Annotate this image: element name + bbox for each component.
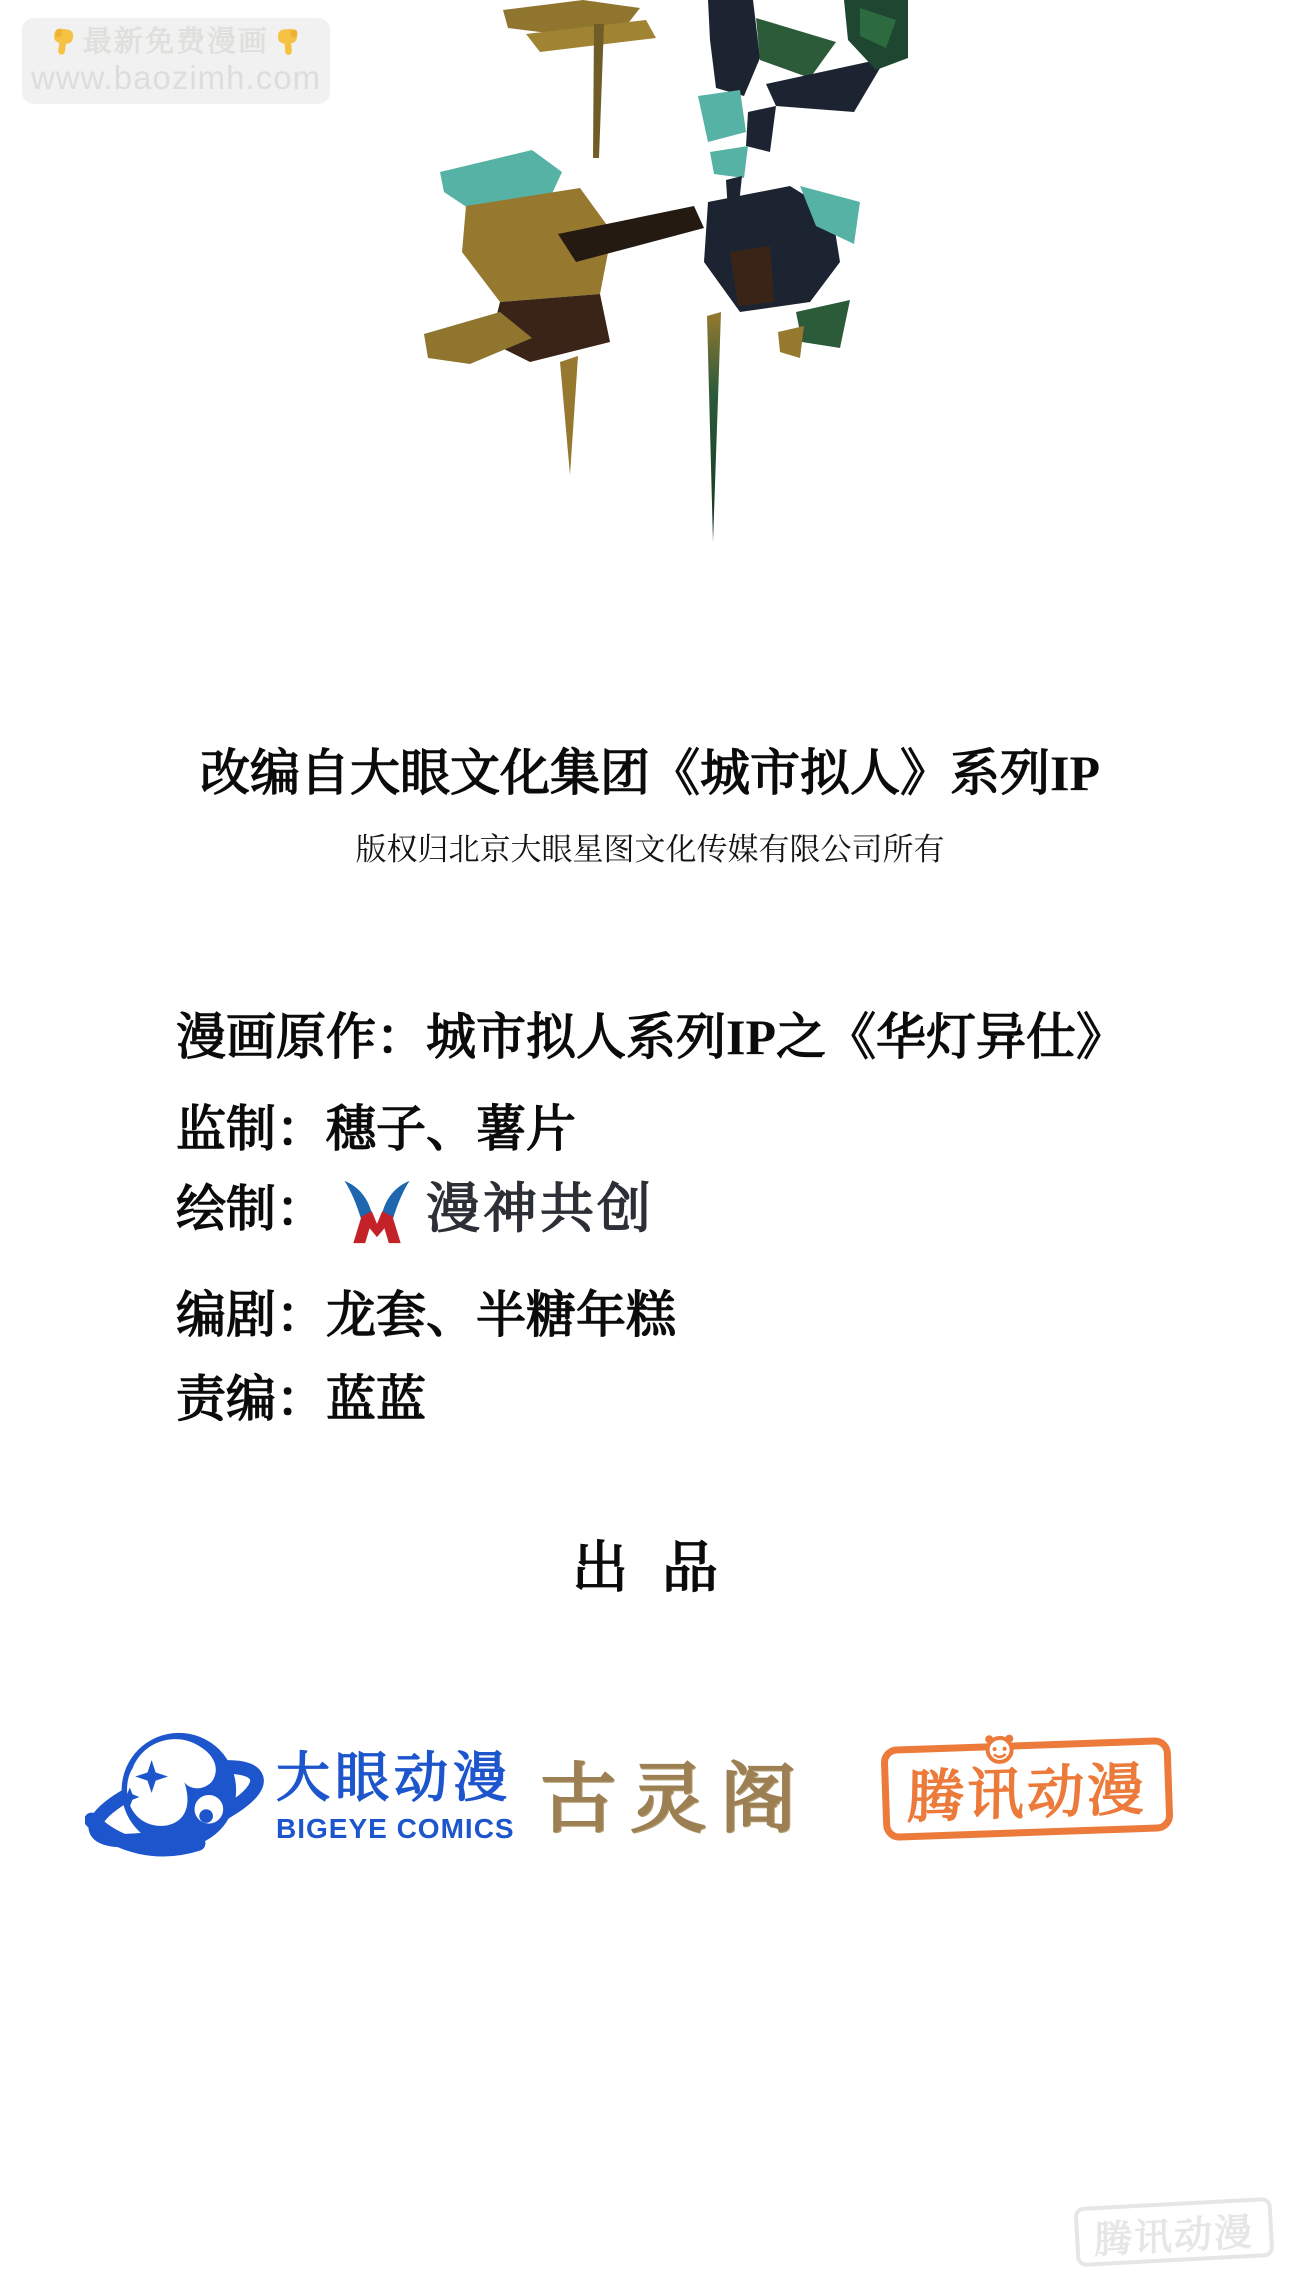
pointing-down-icon xyxy=(50,27,77,57)
credits-block xyxy=(176,1005,1216,1445)
gulingge-logo: 古灵阁 xyxy=(540,1758,810,1842)
credit-art-studio: 漫神共创 xyxy=(426,1179,654,1239)
corner-watermark xyxy=(1074,2197,1275,2267)
bigeye-comics-logo xyxy=(85,1722,515,1872)
credit-art-label: 绘制： xyxy=(176,1181,326,1237)
adaptation-line: 改编自大眼文化集团《城市拟人》系列IP xyxy=(200,745,1100,801)
manshen-m-logo-icon xyxy=(340,1179,414,1245)
pointing-down-icon xyxy=(275,27,302,57)
bigeye-en-label: BIGEYE COMICS xyxy=(276,1813,515,1844)
watermark-url: www.baozimh.com xyxy=(30,59,322,96)
title-calligraphy-artwork xyxy=(408,0,908,545)
credit-editor: 责编：蓝蓝 xyxy=(176,1371,426,1427)
producers-logo-row xyxy=(0,1700,1300,1900)
credit-screenwriter: 编剧：龙套、半糖年糕 xyxy=(176,1287,676,1343)
site-watermark-badge xyxy=(22,18,330,104)
watermark-text: 最新免费漫画 xyxy=(82,26,269,58)
bigeye-logo-text xyxy=(276,1749,515,1845)
tencent-comics-logo xyxy=(880,1737,1173,1841)
watermark-line1 xyxy=(50,25,302,59)
tencent-logo-text: 腾讯动漫 xyxy=(906,1757,1148,1831)
credit-supervisor: 监制：穗子、薯片 xyxy=(176,1101,576,1157)
copyright-line: 版权归北京大眼星图文化传媒有限公司所有 xyxy=(355,832,945,867)
bigeye-cn-label: 大眼动漫 xyxy=(276,1748,512,1808)
corner-watermark-text: 腾讯动漫 xyxy=(1094,2211,1254,2262)
credit-original-work: 漫画原作：城市拟人系列IP之《华灯异仕》 xyxy=(176,1009,1126,1065)
credit-art xyxy=(176,1177,654,1241)
producer-heading: 出 品 xyxy=(572,1538,728,1600)
bigeye-planet-icon xyxy=(85,1722,270,1872)
